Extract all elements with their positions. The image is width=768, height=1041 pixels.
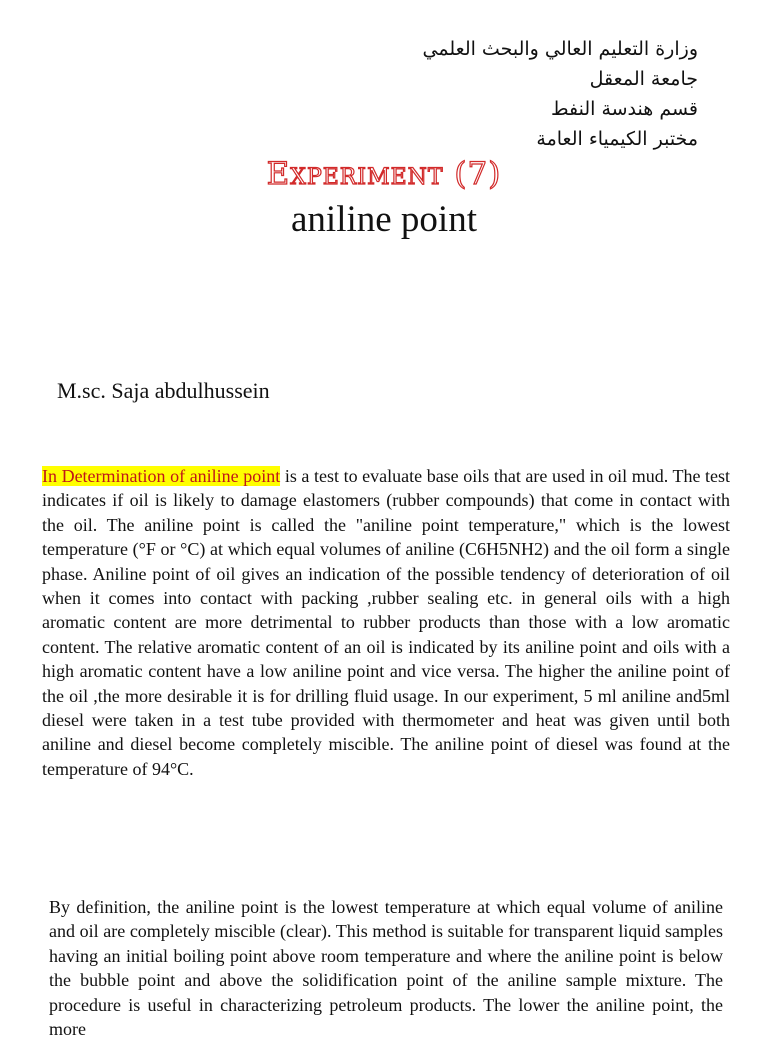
experiment-subtitle: aniline point [291,199,477,240]
highlighted-phrase: In Determination of aniline point [42,466,281,486]
author-name: M.sc. Saja abdulhussein [57,378,270,403]
department-line: قسم هندسة النفط [550,98,698,120]
arabic-header [278,34,698,154]
paragraph-intro [42,464,730,781]
paragraph-intro-body: is a test to evaluate base oils that are used in oil mud. The test indicates if oil is likely to damage elastomers (rubber compounds) that come in contact with the oil. The aniline point is called the "aniline point temperature," which is the lowest temperature (°F or °C) at which equal volumes of aniline (C6H5NH2) and the oil form a single phase. Aniline point of oil gives an indication of the possible tendency of deterioration of oil when it comes into contact with packing ,rubber sealing etc. in general oils with a high aromatic content are more detrimental to rubber products than those with a low aromatic content. The relative aromatic content of an oil is indicated by its aniline point and oils with a high aromatic content have a low aniline point and vice versa. The higher the aniline point of the oil ,the more desirable it is for drilling fluid usage. In our experiment, 5 ml aniline and5ml diesel were taken in a test tube provided with thermometer and heat was given until both aniline and diesel become completely miscible. The aniline point of diesel was found at the temperature of 94°C. [42,466,731,779]
ministry-line: وزارة التعليم العالي والبحث العلمي [422,38,698,60]
university-line: جامعة المعقل [589,68,698,90]
lab-line: مختبر الكيمياء العامة [536,128,698,150]
paragraph-definition: By definition, the aniline point is the lowest temperature at which equal volume of aniline and oil are completely miscible (clear). This method is suitable for transparent liquid samples having an initial boiling point above room temperature and where the aniline point is below the bubble point and above the solidification point of the aniline sample mixture. The procedure is useful in characterizing petroleum products. The lower the aniline point, the more [49,897,723,1040]
experiment-title: Experiment (7) [266,156,502,192]
